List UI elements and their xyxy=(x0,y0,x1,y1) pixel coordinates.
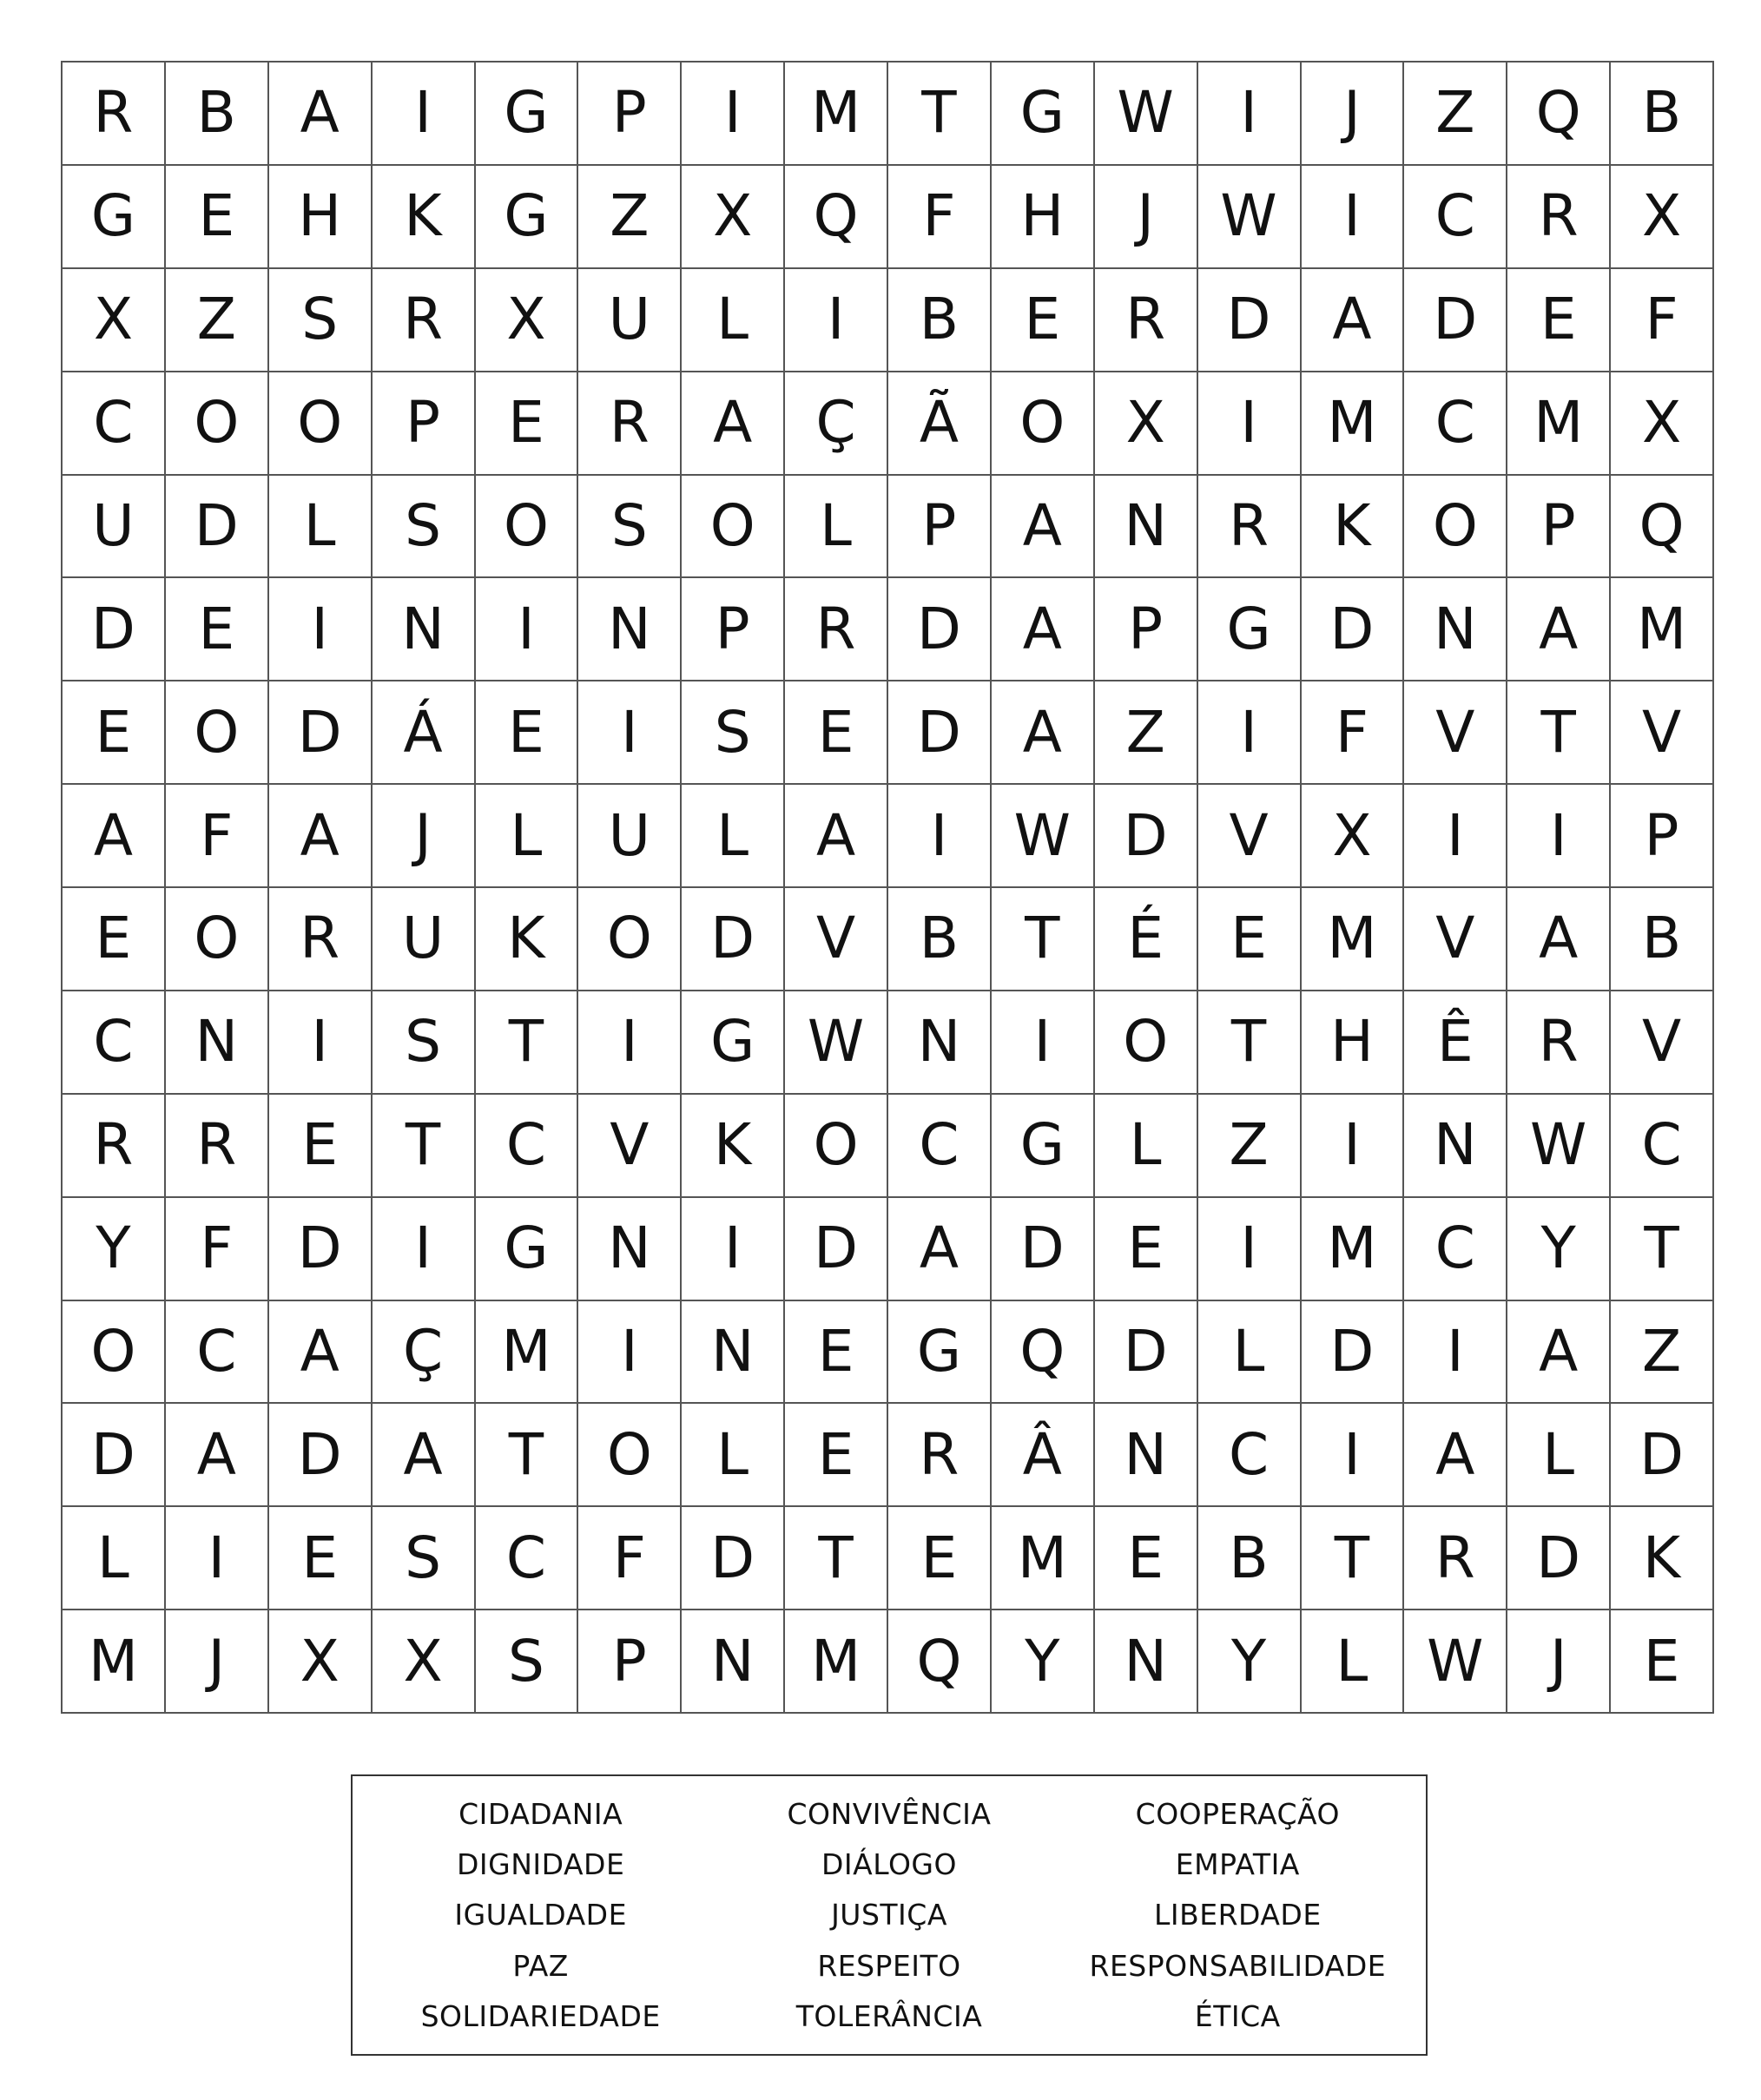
grid-cell[interactable]: R xyxy=(166,1095,269,1198)
word-bank-item: SOLIDARIEDADE xyxy=(420,1999,661,2034)
grid-cell[interactable]: A xyxy=(1507,1301,1611,1405)
grid-cell[interactable]: I xyxy=(785,269,888,372)
grid-cell[interactable]: O xyxy=(682,476,785,579)
grid-cell[interactable]: I xyxy=(1198,372,1302,476)
grid-cell[interactable]: A xyxy=(1507,578,1611,681)
grid-cell[interactable]: I xyxy=(578,991,682,1095)
grid-cell[interactable]: G xyxy=(992,1095,1095,1198)
grid-cell[interactable]: U xyxy=(373,888,476,991)
grid-cell[interactable]: A xyxy=(269,785,373,888)
word-bank xyxy=(351,1774,1428,2056)
grid-cell[interactable]: A xyxy=(992,476,1095,579)
grid-cell[interactable]: R xyxy=(1198,476,1302,579)
grid-cell[interactable]: O xyxy=(785,1095,888,1198)
grid-cell[interactable]: G xyxy=(63,166,166,269)
grid-cell[interactable]: G xyxy=(476,1198,579,1301)
grid-cell[interactable]: U xyxy=(578,785,682,888)
grid-cell[interactable]: Q xyxy=(888,1610,992,1714)
grid-cell[interactable]: O xyxy=(166,888,269,991)
grid-cell[interactable]: E xyxy=(785,1404,888,1507)
grid-cell[interactable]: X xyxy=(269,1610,373,1714)
grid-cell[interactable]: G xyxy=(476,63,579,166)
grid-cell[interactable]: T xyxy=(476,1404,579,1507)
grid-cell[interactable]: H xyxy=(1302,991,1405,1095)
grid-cell[interactable]: S xyxy=(373,476,476,579)
word-bank-item: DIGNIDADE xyxy=(457,1847,625,1882)
grid-cell[interactable]: W xyxy=(992,785,1095,888)
grid-cell[interactable]: O xyxy=(166,681,269,785)
grid-cell[interactable]: Y xyxy=(1198,1610,1302,1714)
grid-cell[interactable]: D xyxy=(269,1404,373,1507)
grid-cell[interactable]: E xyxy=(63,681,166,785)
grid-cell[interactable]: K xyxy=(682,1095,785,1198)
grid-cell[interactable]: G xyxy=(476,166,579,269)
grid-cell[interactable]: Y xyxy=(992,1610,1095,1714)
grid-cell[interactable]: I xyxy=(476,578,579,681)
grid-cell[interactable]: V xyxy=(1611,681,1714,785)
grid-cell[interactable]: G xyxy=(682,991,785,1095)
grid-cell[interactable]: I xyxy=(1302,1404,1405,1507)
grid-cell[interactable]: H xyxy=(269,166,373,269)
grid-cell[interactable]: A xyxy=(373,1404,476,1507)
grid-cell[interactable]: F xyxy=(166,1198,269,1301)
grid-cell[interactable]: A xyxy=(269,63,373,166)
grid-cell[interactable]: W xyxy=(1404,1610,1507,1714)
grid-cell[interactable]: I xyxy=(1198,63,1302,166)
grid-cell[interactable]: V xyxy=(785,888,888,991)
grid-cell[interactable]: I xyxy=(578,681,682,785)
grid-cell[interactable]: D xyxy=(1198,269,1302,372)
grid-cell[interactable]: E xyxy=(269,1507,373,1610)
grid-cell[interactable]: M xyxy=(1302,1198,1405,1301)
grid-cell[interactable]: I xyxy=(269,991,373,1095)
word-search-grid xyxy=(61,61,1714,1714)
grid-cell[interactable]: K xyxy=(373,166,476,269)
grid-cell[interactable]: N xyxy=(578,578,682,681)
grid-cell[interactable]: O xyxy=(992,372,1095,476)
grid-cell[interactable]: C xyxy=(1404,166,1507,269)
grid-cell[interactable]: P xyxy=(1095,578,1198,681)
grid-cell[interactable]: E xyxy=(992,269,1095,372)
grid-cell[interactable]: C xyxy=(888,1095,992,1198)
grid-cell[interactable]: F xyxy=(578,1507,682,1610)
grid-cell[interactable]: M xyxy=(1611,578,1714,681)
grid-cell[interactable]: E xyxy=(63,888,166,991)
grid-cell[interactable]: N xyxy=(682,1610,785,1714)
grid-cell[interactable]: N xyxy=(1095,1610,1198,1714)
grid-cell[interactable]: D xyxy=(992,1198,1095,1301)
grid-cell[interactable]: U xyxy=(63,476,166,579)
grid-cell[interactable]: W xyxy=(1507,1095,1611,1198)
grid-cell[interactable]: I xyxy=(373,63,476,166)
grid-cell[interactable]: E xyxy=(1198,888,1302,991)
grid-cell[interactable]: Z xyxy=(1095,681,1198,785)
grid-cell[interactable]: P xyxy=(578,1610,682,1714)
grid-cell[interactable]: L xyxy=(1095,1095,1198,1198)
grid-cell[interactable]: D xyxy=(1095,785,1198,888)
grid-cell[interactable]: L xyxy=(682,1404,785,1507)
grid-cell[interactable]: Q xyxy=(1507,63,1611,166)
grid-cell[interactable]: V xyxy=(1611,991,1714,1095)
grid-cell[interactable]: C xyxy=(1404,1198,1507,1301)
grid-cell[interactable]: I xyxy=(1198,1198,1302,1301)
word-bank-item: PAZ xyxy=(512,1948,569,1983)
grid-cell[interactable]: R xyxy=(63,63,166,166)
grid-cell[interactable]: P xyxy=(373,372,476,476)
grid-cell[interactable]: T xyxy=(992,888,1095,991)
grid-cell[interactable]: D xyxy=(269,1198,373,1301)
grid-cell[interactable]: B xyxy=(1611,63,1714,166)
grid-cell[interactable]: L xyxy=(1507,1404,1611,1507)
grid-cell[interactable]: E xyxy=(785,681,888,785)
grid-cell[interactable]: X xyxy=(373,1610,476,1714)
grid-cell[interactable]: D xyxy=(682,1507,785,1610)
grid-cell[interactable]: G xyxy=(992,63,1095,166)
grid-cell[interactable]: D xyxy=(1302,578,1405,681)
grid-cell[interactable]: Ê xyxy=(1404,991,1507,1095)
grid-cell[interactable]: U xyxy=(578,269,682,372)
grid-cell[interactable]: F xyxy=(1302,681,1405,785)
grid-cell[interactable]: E xyxy=(476,681,579,785)
grid-cell[interactable]: E xyxy=(1095,1198,1198,1301)
grid-cell[interactable]: N xyxy=(888,991,992,1095)
word-bank-item: JUSTIÇA xyxy=(831,1898,947,1932)
grid-cell[interactable]: M xyxy=(1302,888,1405,991)
grid-cell[interactable]: V xyxy=(578,1095,682,1198)
grid-cell[interactable]: T xyxy=(373,1095,476,1198)
grid-cell[interactable]: M xyxy=(992,1507,1095,1610)
grid-cell[interactable]: E xyxy=(785,1301,888,1405)
grid-cell[interactable]: R xyxy=(1507,166,1611,269)
grid-cell[interactable]: X xyxy=(476,269,579,372)
grid-cell[interactable]: E xyxy=(269,1095,373,1198)
grid-cell[interactable]: W xyxy=(1198,166,1302,269)
grid-cell[interactable]: R xyxy=(1507,991,1611,1095)
grid-cell[interactable]: I xyxy=(1404,1301,1507,1405)
grid-cell[interactable]: V xyxy=(1404,681,1507,785)
grid-cell[interactable]: J xyxy=(166,1610,269,1714)
grid-cell[interactable]: G xyxy=(888,1301,992,1405)
grid-cell[interactable]: P xyxy=(1507,476,1611,579)
grid-cell[interactable]: D xyxy=(785,1198,888,1301)
grid-cell[interactable]: B xyxy=(1611,888,1714,991)
grid-cell[interactable]: D xyxy=(166,476,269,579)
grid-cell[interactable]: W xyxy=(785,991,888,1095)
word-bank-item: CIDADANIA xyxy=(458,1796,623,1831)
grid-cell[interactable]: S xyxy=(373,991,476,1095)
grid-cell[interactable]: B xyxy=(888,888,992,991)
grid-cell[interactable]: O xyxy=(1404,476,1507,579)
grid-cell[interactable]: Y xyxy=(1507,1198,1611,1301)
grid-cell[interactable]: A xyxy=(166,1404,269,1507)
grid-cell[interactable]: N xyxy=(1404,1095,1507,1198)
grid-cell[interactable]: B xyxy=(888,269,992,372)
grid-cell[interactable]: A xyxy=(992,578,1095,681)
grid-cell[interactable]: N xyxy=(166,991,269,1095)
grid-cell[interactable]: X xyxy=(682,166,785,269)
grid-cell[interactable]: J xyxy=(373,785,476,888)
grid-cell[interactable]: D xyxy=(63,1404,166,1507)
grid-cell[interactable]: E xyxy=(166,166,269,269)
grid-cell[interactable]: R xyxy=(1095,269,1198,372)
grid-cell[interactable]: L xyxy=(476,785,579,888)
grid-cell[interactable]: A xyxy=(682,372,785,476)
word-bank-item: TOLERÂNCIA xyxy=(795,1999,983,2034)
grid-cell[interactable]: W xyxy=(1095,63,1198,166)
word-bank-item: ÉTICA xyxy=(1194,1999,1281,2034)
grid-cell[interactable]: I xyxy=(269,578,373,681)
grid-cell[interactable]: A xyxy=(785,785,888,888)
grid-cell[interactable]: K xyxy=(1611,1507,1714,1610)
grid-cell[interactable]: O xyxy=(63,1301,166,1405)
grid-cell[interactable]: L xyxy=(269,476,373,579)
grid-cell[interactable]: C xyxy=(1404,372,1507,476)
grid-cell[interactable]: A xyxy=(992,681,1095,785)
word-bank-item: RESPEITO xyxy=(817,1948,961,1983)
grid-cell[interactable]: É xyxy=(1095,888,1198,991)
grid-cell[interactable]: A xyxy=(888,1198,992,1301)
grid-cell[interactable]: Q xyxy=(1611,476,1714,579)
grid-cell[interactable]: F xyxy=(166,785,269,888)
grid-cell[interactable]: D xyxy=(1507,1507,1611,1610)
grid-cell[interactable]: Z xyxy=(1404,63,1507,166)
grid-cell[interactable]: T xyxy=(1611,1198,1714,1301)
grid-cell[interactable]: M xyxy=(1507,372,1611,476)
grid-cell[interactable]: B xyxy=(166,63,269,166)
grid-cell[interactable]: N xyxy=(1095,1404,1198,1507)
grid-cell[interactable]: D xyxy=(682,888,785,991)
grid-cell[interactable]: Z xyxy=(166,269,269,372)
grid-cell[interactable]: C xyxy=(166,1301,269,1405)
grid-cell[interactable]: Q xyxy=(992,1301,1095,1405)
grid-cell[interactable]: H xyxy=(992,166,1095,269)
grid-cell[interactable]: Y xyxy=(63,1198,166,1301)
word-bank-item: DIÁLOGO xyxy=(821,1847,957,1882)
grid-cell[interactable]: Z xyxy=(1198,1095,1302,1198)
grid-cell[interactable]: E xyxy=(476,372,579,476)
grid-cell[interactable]: O xyxy=(1095,991,1198,1095)
grid-cell[interactable]: S xyxy=(476,1610,579,1714)
grid-cell[interactable]: T xyxy=(785,1507,888,1610)
grid-cell[interactable]: N xyxy=(682,1301,785,1405)
grid-cell[interactable]: L xyxy=(785,476,888,579)
grid-cell[interactable]: L xyxy=(682,785,785,888)
grid-cell[interactable]: X xyxy=(1302,785,1405,888)
grid-cell[interactable]: R xyxy=(269,888,373,991)
grid-cell[interactable]: C xyxy=(1611,1095,1714,1198)
grid-cell[interactable]: R xyxy=(373,269,476,372)
grid-cell[interactable]: X xyxy=(1611,166,1714,269)
grid-cell[interactable]: I xyxy=(1198,681,1302,785)
grid-cell[interactable]: M xyxy=(785,1610,888,1714)
grid-cell[interactable]: L xyxy=(682,269,785,372)
grid-cell[interactable]: N xyxy=(578,1198,682,1301)
grid-cell[interactable]: M xyxy=(476,1301,579,1405)
grid-cell[interactable]: J xyxy=(1095,166,1198,269)
word-bank-item: LIBERDADE xyxy=(1153,1898,1322,1932)
grid-cell[interactable]: I xyxy=(682,1198,785,1301)
grid-cell[interactable]: T xyxy=(888,63,992,166)
grid-cell[interactable]: R xyxy=(1404,1507,1507,1610)
grid-cell[interactable]: A xyxy=(1507,888,1611,991)
grid-cell[interactable]: T xyxy=(1198,991,1302,1095)
word-bank-item: CONVIVÊNCIA xyxy=(787,1796,992,1831)
grid-cell[interactable]: Â xyxy=(992,1404,1095,1507)
grid-cell[interactable]: O xyxy=(269,372,373,476)
grid-cell[interactable]: D xyxy=(888,681,992,785)
grid-cell[interactable]: S xyxy=(578,476,682,579)
grid-cell[interactable]: Á xyxy=(373,681,476,785)
grid-cell[interactable]: D xyxy=(1404,269,1507,372)
grid-cell[interactable]: N xyxy=(1095,476,1198,579)
grid-cell[interactable]: D xyxy=(888,578,992,681)
grid-cell[interactable]: D xyxy=(1611,1404,1714,1507)
grid-cell[interactable]: A xyxy=(63,785,166,888)
grid-cell[interactable]: O xyxy=(578,888,682,991)
grid-cell[interactable]: P xyxy=(682,578,785,681)
grid-cell[interactable]: S xyxy=(269,269,373,372)
grid-cell[interactable]: Z xyxy=(1611,1301,1714,1405)
grid-cell[interactable]: X xyxy=(1611,372,1714,476)
grid-cell[interactable]: F xyxy=(1611,269,1714,372)
grid-cell[interactable]: A xyxy=(1302,269,1405,372)
grid-cell[interactable]: E xyxy=(166,578,269,681)
word-bank-item: EMPATIA xyxy=(1175,1847,1300,1882)
grid-cell[interactable]: I xyxy=(1302,1095,1405,1198)
word-bank-item: COOPERAÇÃO xyxy=(1135,1796,1340,1831)
grid-cell[interactable]: F xyxy=(888,166,992,269)
grid-cell[interactable]: Q xyxy=(785,166,888,269)
grid-cell[interactable]: C xyxy=(1198,1404,1302,1507)
grid-cell[interactable]: B xyxy=(1198,1507,1302,1610)
grid-cell[interactable]: O xyxy=(578,1404,682,1507)
grid-cell[interactable]: I xyxy=(1507,785,1611,888)
grid-cell[interactable]: I xyxy=(1302,166,1405,269)
grid-cell[interactable]: K xyxy=(1302,476,1405,579)
word-bank-item: RESPONSABILIDADE xyxy=(1089,1948,1387,1983)
grid-cell[interactable]: T xyxy=(1302,1507,1405,1610)
grid-cell[interactable]: I xyxy=(166,1507,269,1610)
grid-cell[interactable]: M xyxy=(785,63,888,166)
grid-cell[interactable]: S xyxy=(373,1507,476,1610)
grid-cell[interactable]: M xyxy=(63,1610,166,1714)
grid-cell[interactable]: T xyxy=(476,991,579,1095)
grid-cell[interactable]: M xyxy=(1302,372,1405,476)
grid-cell[interactable]: C xyxy=(63,991,166,1095)
grid-cell[interactable]: E xyxy=(1095,1507,1198,1610)
grid-cell[interactable]: D xyxy=(269,681,373,785)
grid-cell[interactable]: I xyxy=(682,63,785,166)
grid-cell[interactable]: K xyxy=(476,888,579,991)
grid-cell[interactable]: E xyxy=(888,1507,992,1610)
grid-cell[interactable]: E xyxy=(1507,269,1611,372)
grid-cell[interactable]: I xyxy=(888,785,992,888)
grid-cell[interactable]: P xyxy=(1611,785,1714,888)
grid-cell[interactable]: N xyxy=(373,578,476,681)
grid-cell[interactable]: V xyxy=(1404,888,1507,991)
grid-cell[interactable]: C xyxy=(63,372,166,476)
word-bank-item: IGUALDADE xyxy=(454,1898,627,1932)
grid-cell[interactable]: C xyxy=(476,1095,579,1198)
grid-cell[interactable]: D xyxy=(63,578,166,681)
grid-cell[interactable]: I xyxy=(992,991,1095,1095)
grid-cell[interactable]: P xyxy=(888,476,992,579)
grid-cell[interactable]: R xyxy=(888,1404,992,1507)
grid-cell[interactable]: A xyxy=(269,1301,373,1405)
grid-cell[interactable]: Z xyxy=(578,166,682,269)
grid-cell[interactable]: V xyxy=(1198,785,1302,888)
grid-cell[interactable]: O xyxy=(166,372,269,476)
grid-cell[interactable]: L xyxy=(1198,1301,1302,1405)
grid-cell[interactable]: I xyxy=(1404,785,1507,888)
grid-cell[interactable]: O xyxy=(476,476,579,579)
grid-cell[interactable]: Ã xyxy=(888,372,992,476)
grid-cell[interactable]: X xyxy=(1095,372,1198,476)
grid-cell[interactable]: P xyxy=(578,63,682,166)
grid-cell[interactable]: I xyxy=(373,1198,476,1301)
grid-cell[interactable]: L xyxy=(63,1507,166,1610)
grid-cell[interactable]: L xyxy=(1302,1610,1405,1714)
grid-cell[interactable]: C xyxy=(476,1507,579,1610)
grid-cell[interactable]: E xyxy=(1611,1610,1714,1714)
grid-cell[interactable]: D xyxy=(1302,1301,1405,1405)
grid-cell[interactable]: R xyxy=(785,578,888,681)
grid-cell[interactable]: T xyxy=(1507,681,1611,785)
grid-cell[interactable]: Ç xyxy=(373,1301,476,1405)
grid-cell[interactable]: R xyxy=(578,372,682,476)
grid-cell[interactable]: Ç xyxy=(785,372,888,476)
grid-cell[interactable]: J xyxy=(1507,1610,1611,1714)
grid-cell[interactable]: S xyxy=(682,681,785,785)
grid-cell[interactable]: I xyxy=(578,1301,682,1405)
grid-cell[interactable]: D xyxy=(1095,1301,1198,1405)
grid-cell[interactable]: N xyxy=(1404,578,1507,681)
grid-cell[interactable]: X xyxy=(63,269,166,372)
grid-cell[interactable]: G xyxy=(1198,578,1302,681)
grid-cell[interactable]: J xyxy=(1302,63,1405,166)
grid-cell[interactable]: R xyxy=(63,1095,166,1198)
grid-cell[interactable]: A xyxy=(1404,1404,1507,1507)
